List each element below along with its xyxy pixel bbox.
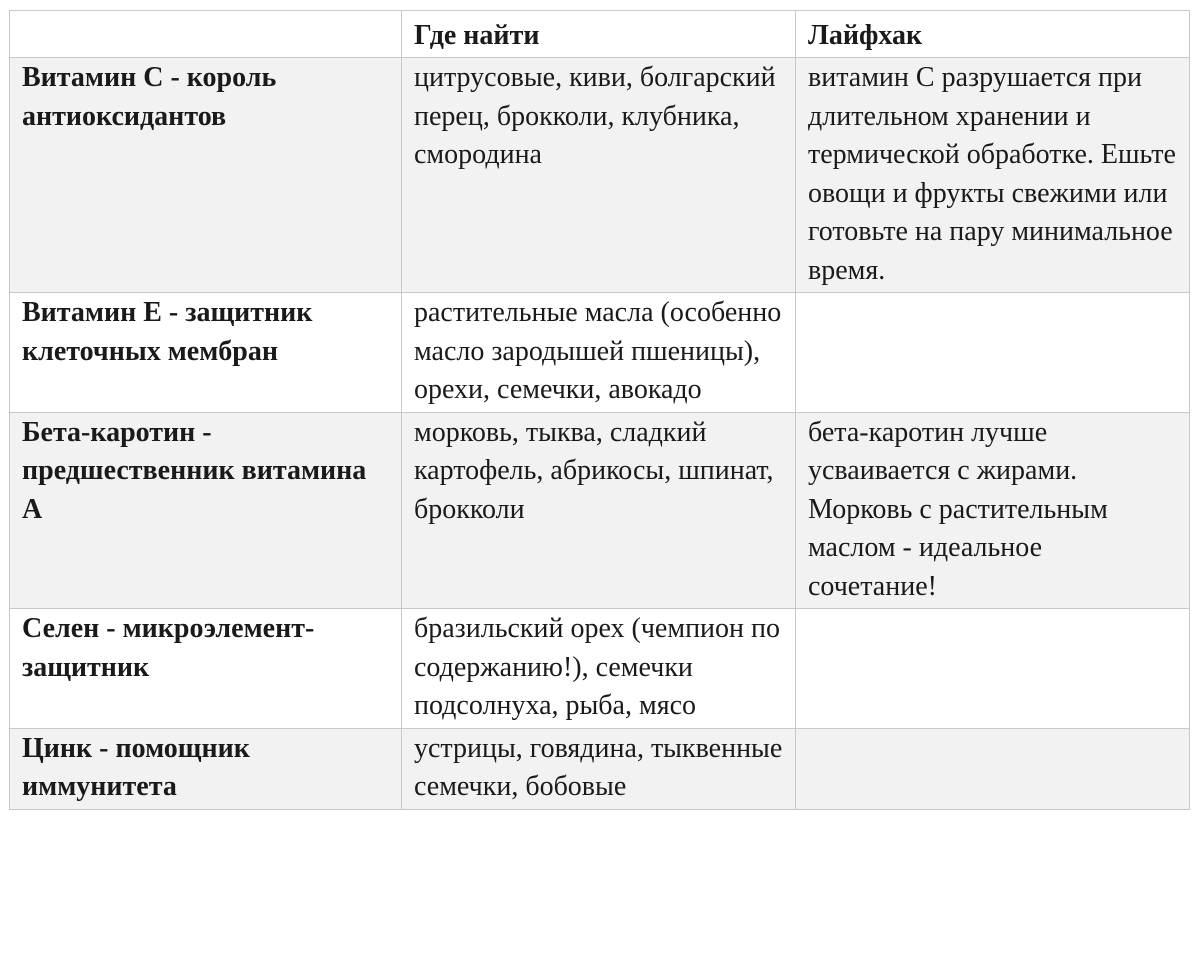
nutrient-name: Витамин Е - защитник клеточных мембран bbox=[10, 293, 402, 413]
header-lifehack: Лайфхак bbox=[796, 11, 1190, 58]
nutrient-lifehack bbox=[796, 728, 1190, 809]
nutrient-sources: цитрусовые, киви, болгарский перец, брокколи, клубника, смородина bbox=[402, 58, 796, 293]
table-header-row bbox=[10, 11, 1190, 58]
nutrient-name: Бета-каротин - предшественник витамина А bbox=[10, 412, 402, 609]
nutrient-sources: устрицы, говядина, тыквенные семечки, бобовые bbox=[402, 728, 796, 809]
nutrient-sources: растительные масла (особенно масло зародышей пшеницы), орехи, семечки, авокадо bbox=[402, 293, 796, 413]
nutrient-name: Витамин С - король антиоксидантов bbox=[10, 58, 402, 293]
header-where-to-find: Где найти bbox=[402, 11, 796, 58]
vitamins-table bbox=[9, 10, 1190, 810]
table-row bbox=[10, 293, 1190, 413]
table-row bbox=[10, 728, 1190, 809]
table-row bbox=[10, 412, 1190, 609]
table-row bbox=[10, 58, 1190, 293]
header-cell-empty bbox=[10, 11, 402, 58]
nutrient-sources: бразильский орех (чемпион по содержанию!), семечки подсолнуха, рыба, мясо bbox=[402, 609, 796, 729]
nutrient-lifehack: витамин С разрушается при длительном хранении и термической обработке. Ешьте овощи и фрукты свежими или готовьте на пару минимальное время. bbox=[796, 58, 1190, 293]
nutrient-name: Цинк - помощник иммунитета bbox=[10, 728, 402, 809]
nutrient-lifehack: бета-каротин лучше усваивается с жирами. Морковь с растительным маслом - идеальное сочетание! bbox=[796, 412, 1190, 609]
table-row bbox=[10, 609, 1190, 729]
nutrient-sources: морковь, тыква, сладкий картофель, абрикосы, шпинат, брокколи bbox=[402, 412, 796, 609]
nutrient-name: Селен - микроэлемент-защитник bbox=[10, 609, 402, 729]
nutrient-lifehack bbox=[796, 293, 1190, 413]
nutrient-lifehack bbox=[796, 609, 1190, 729]
